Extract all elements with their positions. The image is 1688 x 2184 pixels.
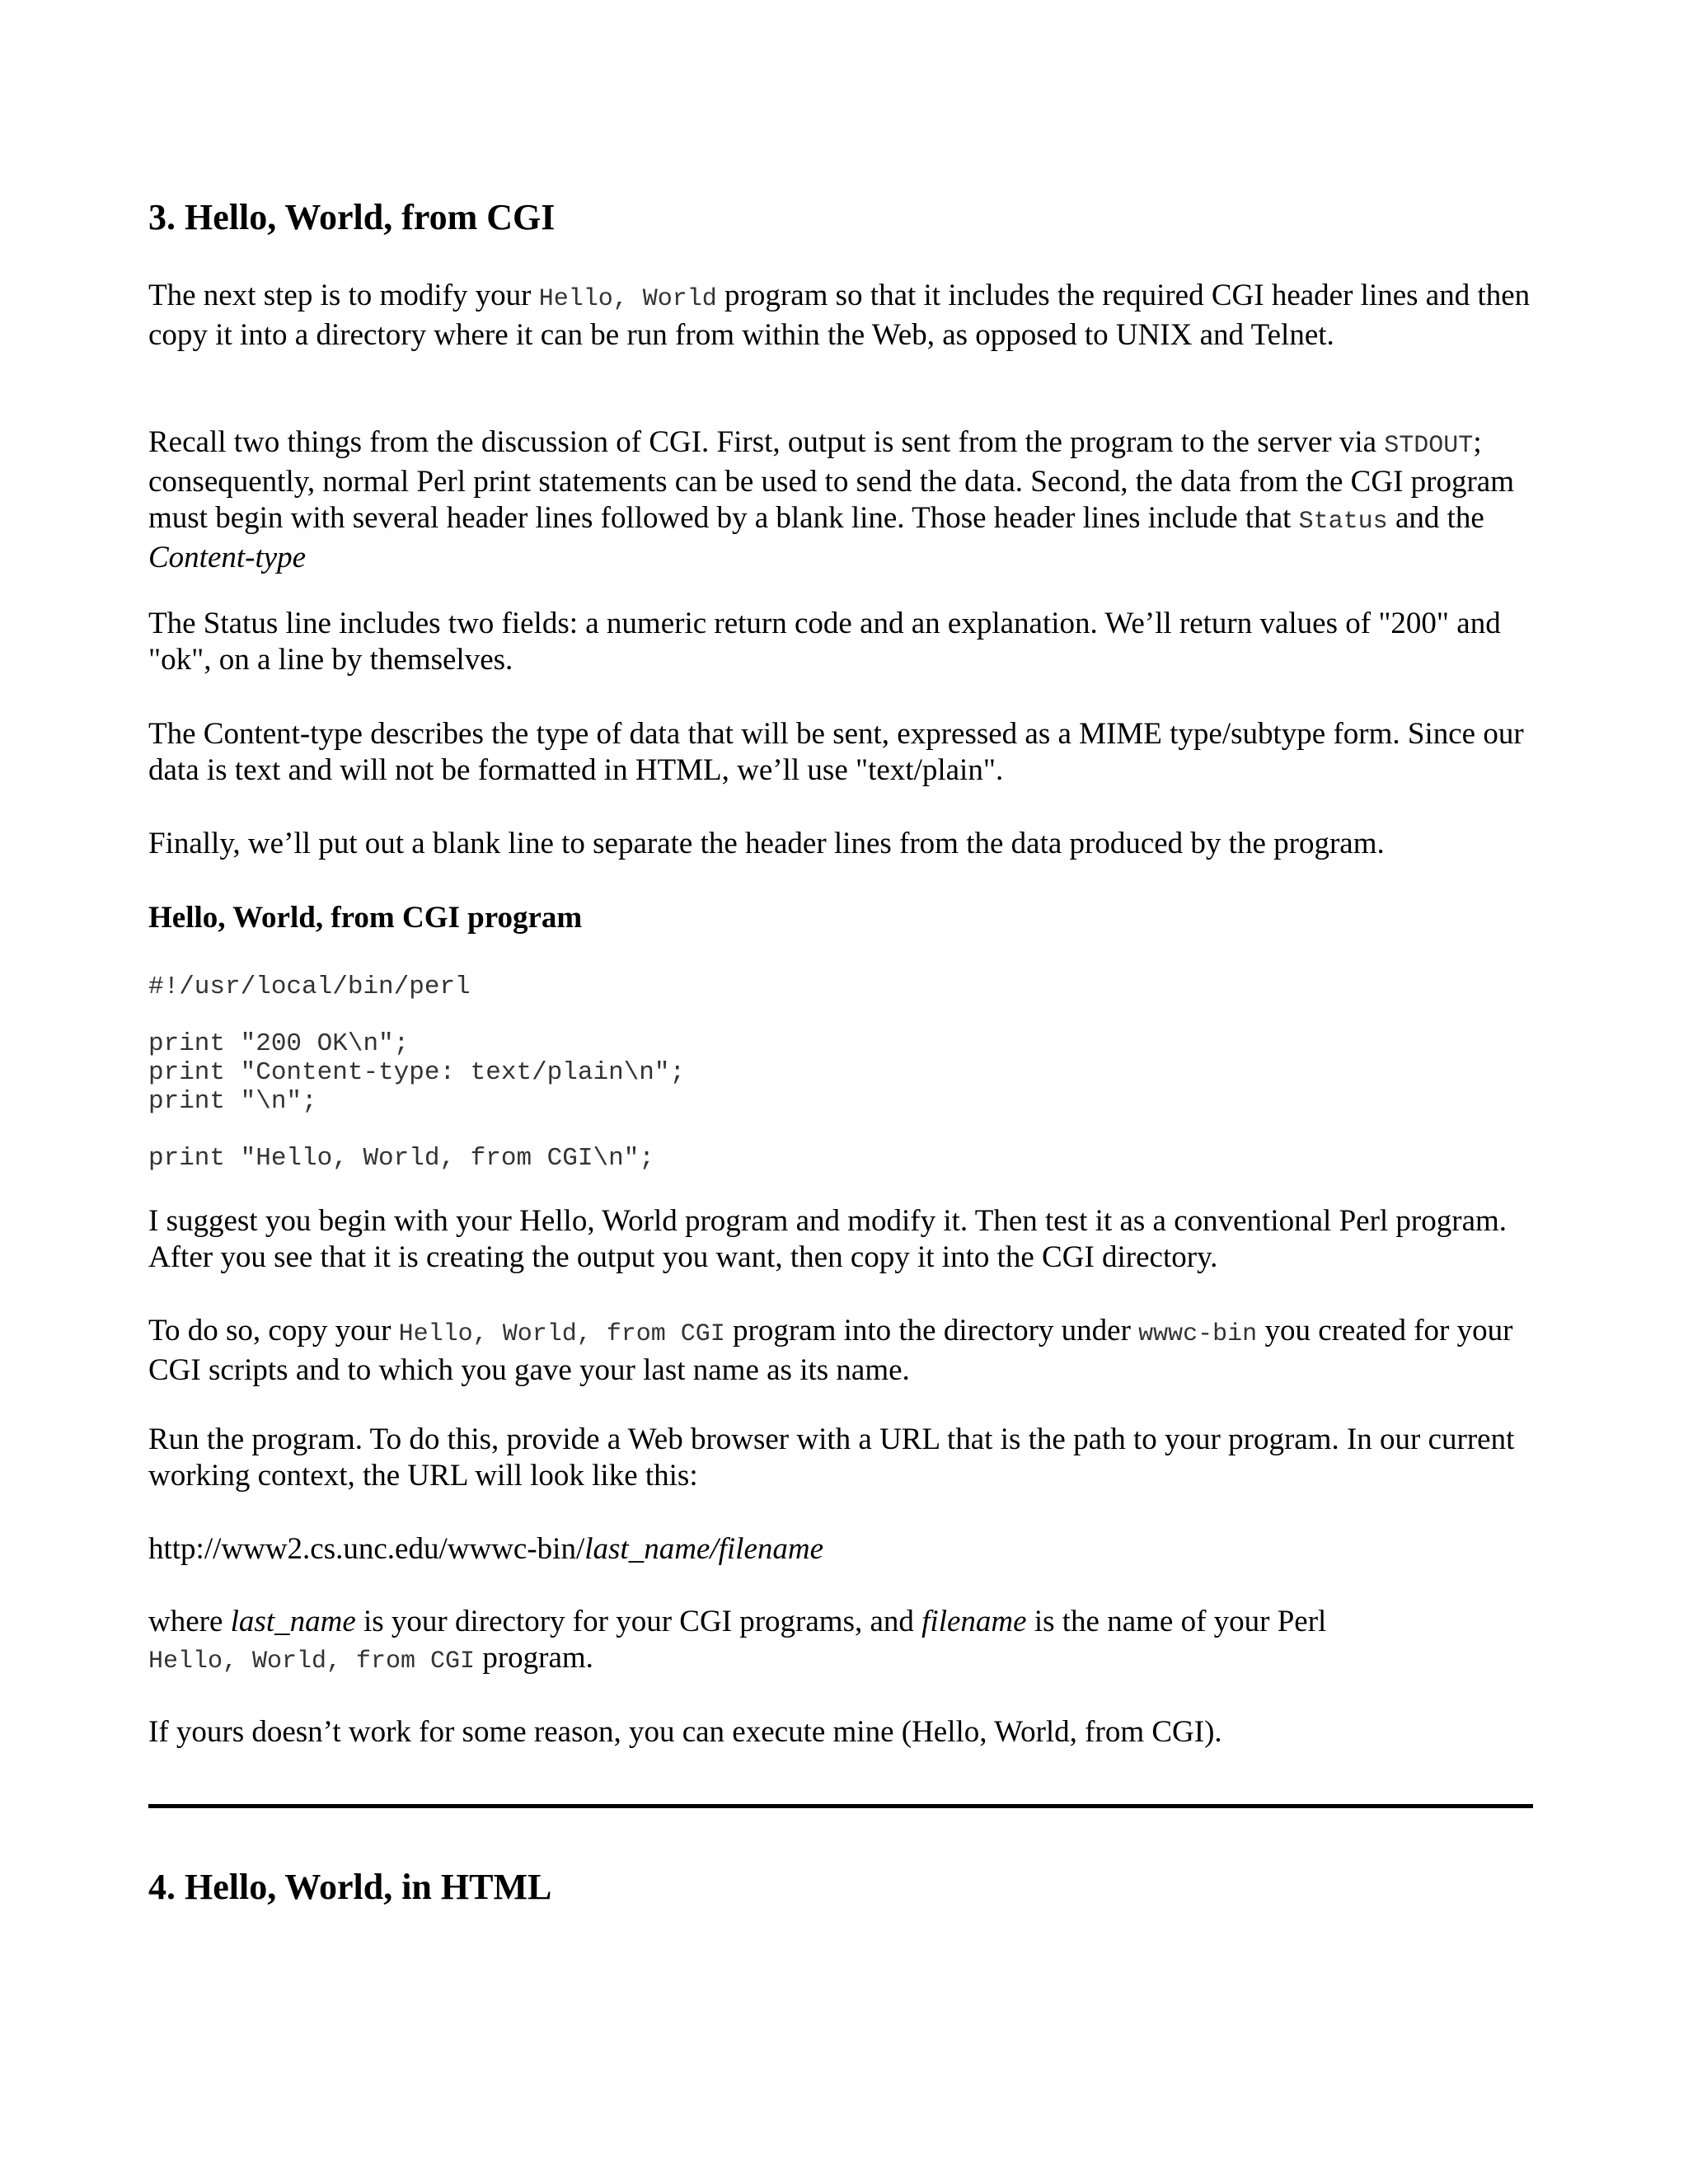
code-line-content-type: print "Content-type: text/plain\n"; (148, 1058, 686, 1087)
paragraph-content-type: The Content-type describes the type of data that will be sent, expressed as a MIME type/subtype form. Since our data is text and will not be formatted in HTML, we’ll use "text/plain". (148, 717, 1524, 787)
program-heading: Hello, World, from CGI program (148, 901, 583, 935)
code-line-status: print "200 OK\n"; (148, 1029, 410, 1058)
code-hello-world-cgi-2: Hello, World, from CGI (148, 1647, 476, 1675)
code-status: Status (1298, 508, 1388, 536)
section-4-title: 4. Hello, World, in HTML (148, 1867, 552, 1907)
code-hello-world: Hello, World (538, 285, 717, 313)
paragraph-recall: Recall two things from the discussion of CGI. First, output is sent from the program to the server via STDOUT; consequently, normal Perl print statements can be used to send the data. Second, the data from the CGI program must begin with several header lines followed by a blank line. Those header lines include that Status and the Content-type (148, 425, 1514, 574)
code-line-hello: print "Hello, World, from CGI\n"; (148, 1144, 654, 1173)
code-hello-world-cgi: Hello, World, from CGI (398, 1320, 725, 1348)
code-stdout: STDOUT (1384, 432, 1474, 460)
paragraph-run: Run the program. To do this, provide a Web browser with a URL that is the path to your program. In our current working context, the URL will look like this: (148, 1422, 1515, 1493)
paragraph-copy: To do so, copy your Hello, World, from CGI program into the directory under wwwc-bin you created for your CGI scripts and to which you gave your last name as its name. (148, 1314, 1513, 1387)
section-3-title: 3. Hello, World, from CGI (148, 197, 556, 237)
section-divider (148, 1804, 1533, 1808)
paragraph-intro: The next step is to modify your Hello, World program so that it includes the required CGI header lines and then copy it into a directory where it can be run from within the Web, as opposed to UNIX and Telnet. (148, 279, 1531, 352)
paragraph-where: where last_name is your directory for your CGI programs, and filename is the name of your Perl Hello, World, from CGI program. (148, 1605, 1327, 1675)
url-italic-path: last_name/filename (584, 1532, 824, 1566)
code-line-newline: print "\n"; (148, 1087, 317, 1116)
italic-content-type: Content-type (148, 541, 307, 574)
italic-filename: filename (921, 1605, 1027, 1638)
paragraph-suggest: I suggest you begin with your Hello, World program and modify it. Then test it as a conventional Perl program. After you see that it is creating the output you want, then copy it into the CGI directory. (148, 1204, 1507, 1274)
paragraph-fallback: If yours doesn’t work for some reason, you can execute mine (Hello, World, from CGI). (148, 1715, 1222, 1749)
url-example: http://www2.cs.unc.edu/wwwc-bin/last_name/filename (148, 1532, 824, 1566)
paragraph-blank-line: Finally, we’ll put out a blank line to separate the header lines from the data produced by the program. (148, 827, 1385, 860)
code-line-shebang: #!/usr/local/bin/perl (148, 972, 471, 1001)
paragraph-status-line: The Status line includes two fields: a numeric return code and an explanation. We’ll return values of "200" and "ok", on a line by themselves. (148, 607, 1501, 677)
italic-last-name: last_name (230, 1605, 356, 1638)
code-wwwc-bin: wwwc-bin (1138, 1320, 1258, 1348)
